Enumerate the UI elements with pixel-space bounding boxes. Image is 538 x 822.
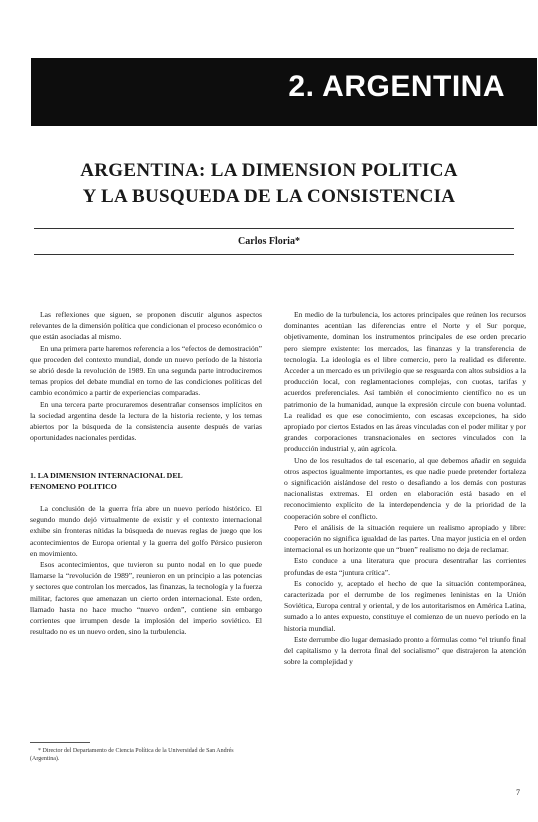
paragraph: Esos acontecimientos, que tuvieron su punto nodal en lo que puede llamarse la “revolución de 1989”, reunieron en un principio a las potencias y sectores que controlan los mercados, las finanzas, la tecnología y la fuerza militar, factores que amenazan un cierto orden internacional. Este orden, llamado hasta no hace mucho “nuevo orden”, contiene sin embargo corrientes que irrumpen desde la implosión del imperio soviético. El resultado no es un nuevo orden, sino la turbulencia.	[30, 560, 262, 637]
chapter-title: 2. ARGENTINA	[288, 70, 505, 103]
article-title	[0, 158, 538, 210]
paragraph: Es conocido y, aceptado el hecho de que la situación contemporánea, caracterizada por el derrumbe de los regímenes leninistas en la Unión Soviética, Europa central y oriental, y de los autoritarismos en América Latina, sumado a lo antes expuesto, constituye el comienzo de un nuevo período en la historia mundial.	[284, 578, 526, 633]
title-line-2: Y LA BUSQUEDA DE LA CONSISTENCIA	[82, 186, 456, 207]
divider-top	[34, 228, 514, 229]
heading-line-2: FENOMENO POLITICO	[30, 482, 117, 492]
heading-line-1: 1. LA DIMENSION INTERNACIONAL DEL	[30, 471, 183, 481]
footnote-divider	[30, 742, 90, 743]
paragraph: En medio de la turbulencia, los actores principales que reúnen los recursos dominantes acentúan las diferencias entre el Norte y el Sur porque, objetivamente, dominan los instrumentos principales de ese orden precario pero siempre existente: los mercados, las finanzas y la transferencia de tecnología. La ideología es el libre comercio, pero la realidad es diferente. Acceder a un mercado es un privilegio que se resguarda con altos subsidios a la producción local, con reglamentaciones complejas, con cuotas, tarifas y acuerdos preferenciales. Así también el conocimiento científico no es un patrimonio de la humanidad, aunque la expresión circule con buena voluntad. La realidad es que ese conocimiento, con escasas excepciones, ha sido apropiado por ciertos Estados en las áreas vinculadas con el poder militar y por grandes corporaciones transnacionales en sectores vinculados con la producción industrial y, aún agrícola.	[284, 310, 526, 454]
title-line-1: ARGENTINA: LA DIMENSION POLITICA	[80, 160, 458, 181]
chapter-banner	[31, 58, 537, 126]
paragraph: Este derrumbe dio lugar demasiado pronto a fórmulas como “el triunfo final del capitalismo y la derrota final del socialismo” que distrajeron la atención sobre la complejidad y	[284, 634, 526, 667]
paragraph: Pero el análisis de la situación requiere un realismo apropiado y libre: cooperación no significa igualdad de las partes. Una mayor justicia en el orden internacional es un horizonte que un “buen” realismo no deja de reclamar.	[284, 522, 526, 555]
section-heading	[30, 471, 262, 493]
paragraph: En una tercera parte procuraremos desentrañar consensos implícitos en la sociedad argentina desde la lectura de la historia reciente, y los temas abiertos por la búsqueda de la consistencia ausente después de varias oportunidades nacionales perdidas.	[30, 399, 262, 443]
page-number: 7	[516, 788, 520, 797]
footnote: * Director del Departamento de Ciencia Política de la Universidad de San Andrés (Argentina).	[30, 748, 234, 762]
paragraph: Uno de los resultados de tal escenario, al que debemos añadir en seguida otros aspectos igualmente importantes, es que nadie puede pretender fortaleza o significación aislándose del resto o desafiando a los demás con posturas nacionalistas extremas. El orden en elaboración está basado en el reconocimiento explícito de la interdependencia y de la prioridad de la cooperación sobre el conflicto.	[284, 455, 526, 521]
author: Carlos Floria*	[238, 236, 300, 247]
paragraph: Las reflexiones que siguen, se proponen discutir algunos aspectos relevantes de la dimensión política que condicionan el proceso económico o que están asociadas al mismo.	[30, 310, 262, 342]
right-column	[284, 309, 526, 668]
paragraph: Esto conduce a una literatura que procura desentrañar las corrientes profundas de esta “juntura crítica”.	[284, 556, 526, 577]
left-column	[30, 309, 262, 637]
divider-bottom	[34, 254, 514, 255]
paragraph: En una primera parte haremos referencia a los “efectos de demostración” que proceden del contexto mundial, donde un nuevo período de la historia se abrió desde la revolución de 1989. En una segunda parte introduciremos temas propios del debate mundial en torno de las condiciones políticas del cambio económico a partir de experiencias comparadas.	[30, 343, 262, 398]
paragraph: La conclusión de la guerra fría abre un nuevo período histórico. El segundo mundo dejó virtualmente de existir y el contexto internacional exhibe sin fronteras nítidas la búsqueda de nuevas reglas de juego que los acontecimientos de Europa oriental y la guerra del golfo Pérsico pusieron en movimiento.	[30, 504, 262, 558]
